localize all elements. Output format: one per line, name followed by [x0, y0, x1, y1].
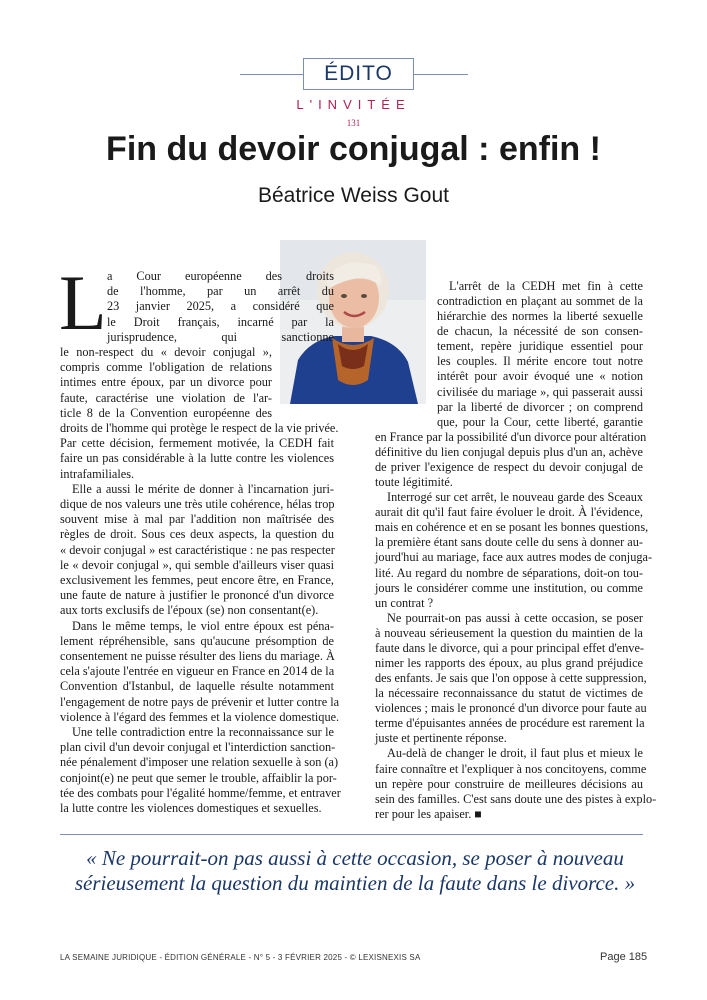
left-column-line: a Cour européenne des droits: [107, 269, 334, 283]
section-label: ÉDITO: [303, 58, 414, 90]
drop-cap: L: [59, 259, 107, 346]
right-column-line: les couples. Il mérite encore tout notre: [437, 354, 643, 369]
right-column-line: intérêt pour avoir évoqué une « notion: [437, 369, 643, 384]
left-column-line: de l'homme, par un arrêt du: [107, 284, 334, 299]
right-column-line: jourd'hui au mariage, face aux autres modes de conjuga-: [375, 550, 653, 565]
left-column-line: le Droit français, incarné par la: [107, 314, 334, 329]
right-column-line: civilisée du mariage », qui passerait aussi: [437, 384, 643, 399]
right-column-line: contradiction en plaçant au sommet de la: [437, 294, 643, 309]
page-number: Page 185: [600, 951, 648, 963]
right-column-line: de priver l'exigence de respect du devoir conjugal de: [375, 459, 643, 474]
left-column-line: Une telle contradiction entre la reconnaissance sur le: [72, 725, 334, 739]
left-column-line: la lutte contre les violences domestiques et sexuelles.: [60, 801, 322, 815]
right-column-line: par la liberté de divorcer ; on comprend: [437, 399, 643, 414]
article-number: 131: [346, 118, 361, 128]
right-column-line: que, pour la Cour, cette liberté, garantie: [437, 414, 643, 429]
right-column-line: sein des familles. C'est sans doute une des pistes à explo-: [375, 791, 657, 806]
right-column-line: faute dans le divorce, qui a pour principal effet d'enve-: [375, 640, 644, 655]
right-column-line: juste et pertinente réponse.: [375, 731, 507, 746]
left-column-line: cela s'ajoute l'entrée en vigueur en France en 2014 de la: [60, 664, 335, 679]
header-rule-right: [414, 74, 468, 75]
left-column-line: intimes entre époux, par un divorce pour: [60, 375, 272, 390]
left-column-line: Par cette décision, fermement motivée, la CEDH fait: [60, 436, 334, 451]
left-column-line: tée des combats pour l'égalité homme/femme, et entraver: [60, 785, 341, 800]
right-column-line: terme d'épuisantes années de procédure est rarement la: [375, 716, 645, 731]
right-column-line: nimer les rapports des époux, au plus grand préjudice: [375, 656, 643, 670]
left-column-line: dique de nos valeurs une très utile cohérence, hélas trop: [60, 497, 335, 511]
right-column-line: hiérarchie des normes la liberté sexuelle: [437, 309, 643, 324]
pull-quote: « Ne pourrait-on pas aussi à cette occasion, se poser à nouveau sérieusement la question du maintien de la faute dans le divorce. »: [74, 846, 636, 895]
right-column-line: à nouveau sérieusement la question du maintien de la: [375, 625, 643, 640]
right-column-line: faire connaître et l'expliquer à nos concitoyens, comme: [375, 761, 647, 776]
right-column-line: de chacun, la nécessité de son consen-: [437, 324, 643, 339]
right-column-line: la première étant sans doute celle du sens à donner au-: [375, 535, 643, 550]
right-column-line: Interrogé sur cet arrêt, le nouveau garde des Sceaux: [387, 490, 643, 505]
right-column-line: définitive du lien conjugal depuis plus d'un an, achève: [375, 444, 643, 459]
header-rule-left: [240, 74, 303, 75]
right-column-line: un repère pour construire de meilleures décisions au: [375, 776, 643, 791]
left-column-line: faire un pas considérable à la lutte contre les violences: [60, 451, 334, 466]
left-column-line: souvent mise à mal par l'addition non maîtrisée des: [60, 512, 334, 527]
right-column-line: rer pour les apaiser. ■: [375, 806, 482, 821]
right-column-line: des enfants. Je sais que l'on oppose à cette suppression,: [375, 671, 647, 686]
subsection-label: L'INVITÉE: [296, 97, 411, 112]
left-column-line: règles de droit. Sous ces deux aspects, la question du: [60, 527, 334, 542]
left-column-line: 23 janvier 2025, a considéré que: [107, 299, 334, 314]
left-column-line: « devoir conjugal » est caractéristique : ne pas respecter: [60, 542, 335, 557]
left-column-line: aux torts exclusifs de l'époux (se) non consentant(e).: [60, 603, 319, 618]
author-name: Béatrice Weiss Gout: [257, 184, 450, 207]
left-column-line: compris comme l'obligation de relations: [60, 360, 272, 375]
left-column-line: une faute de nature à justifier le prononcé d'un divorce: [60, 588, 334, 603]
right-column-line: Au-delà de changer le droit, il faut plus et mieux le: [387, 746, 643, 761]
left-column-line: consentement ne puisse résulter des liens du mariage. À: [60, 649, 335, 663]
left-column-line: plan civil d'un devoir conjugal et l'interdiction sanction-: [60, 740, 336, 755]
left-column-line: conjoint(e) ne peut que semer le trouble, affaiblir la por-: [60, 770, 337, 785]
left-column-line: Dans le même temps, le viol entre époux est péna-: [72, 618, 334, 633]
quote-separator: [60, 834, 643, 835]
right-column-line: L'arrêt de la CEDH met fin à cette: [449, 279, 643, 293]
right-column-line: un contrat ?: [375, 595, 434, 610]
right-column-line: toute légitimité.: [375, 475, 453, 490]
left-column-line: droits de l'homme qui protège le respect de la vie privée.: [60, 421, 339, 435]
left-column-line: Elle a aussi le mérite de donner à l'incarnation juri-: [72, 481, 334, 496]
left-column-line: violence à l'égard des femmes et la violence domestique.: [60, 709, 340, 724]
left-column-line: ticle 8 de la Convention européenne des: [60, 405, 272, 420]
right-column-line: Ne pourrait-on pas aussi à cette occasion, se poser: [387, 610, 643, 625]
right-column-line: la nécessaire reconnaissance du statut de victimes de: [375, 686, 643, 701]
left-column-line: exclusivement les femmes, peut encore être, en France,: [60, 573, 334, 587]
left-column-line: jurisprudence, qui sanctionne: [107, 329, 334, 344]
article-title: Fin du devoir conjugal : enfin !: [106, 130, 601, 168]
right-column-line: lité. Au regard du nombre de séparations, doit-on tou-: [375, 565, 643, 580]
left-column-line: Convention d'Istanbul, de laquelle résulte notamment: [60, 679, 334, 694]
right-column-line: violences ; mais le prononcé d'un divorce pour faute au: [375, 701, 647, 716]
right-column-line: aurait dit qu'il faut faire évoluer le droit. À l'évidence,: [375, 505, 643, 520]
right-column-line: mais en cohérence et en se posant les bonnes questions,: [375, 520, 649, 535]
left-column-line: intrafamiliales.: [60, 466, 135, 481]
right-column-line: tement, repère juridique essentiel pour: [437, 339, 643, 354]
left-column-line: l'engagement de notre pays de prévenir et lutter contre la: [60, 694, 340, 709]
left-column-line: née pénalement d'imposer une relation sexuelle à son (a): [60, 755, 339, 770]
left-column-line: le non-respect du « devoir conjugal »,: [60, 345, 272, 359]
left-column-line: faute, caractérise une violation de l'ar-: [60, 390, 272, 405]
publication-footer: LA SEMAINE JURIDIQUE - ÉDITION GÉNÉRALE - N° 5 - 3 FÉVRIER 2025 - © LEXISNEXIS SA: [60, 953, 421, 962]
left-column-line: lement répréhensible, sans qu'aucune présomption de: [60, 633, 334, 648]
right-column-line: jours le considérer comme une institution, ou comme: [375, 580, 643, 595]
left-column-line: le « devoir conjugal », qui semble d'ailleurs viser quasi: [60, 557, 334, 572]
right-column-line: en France par la possibilité d'un divorce pour altération: [375, 429, 647, 444]
